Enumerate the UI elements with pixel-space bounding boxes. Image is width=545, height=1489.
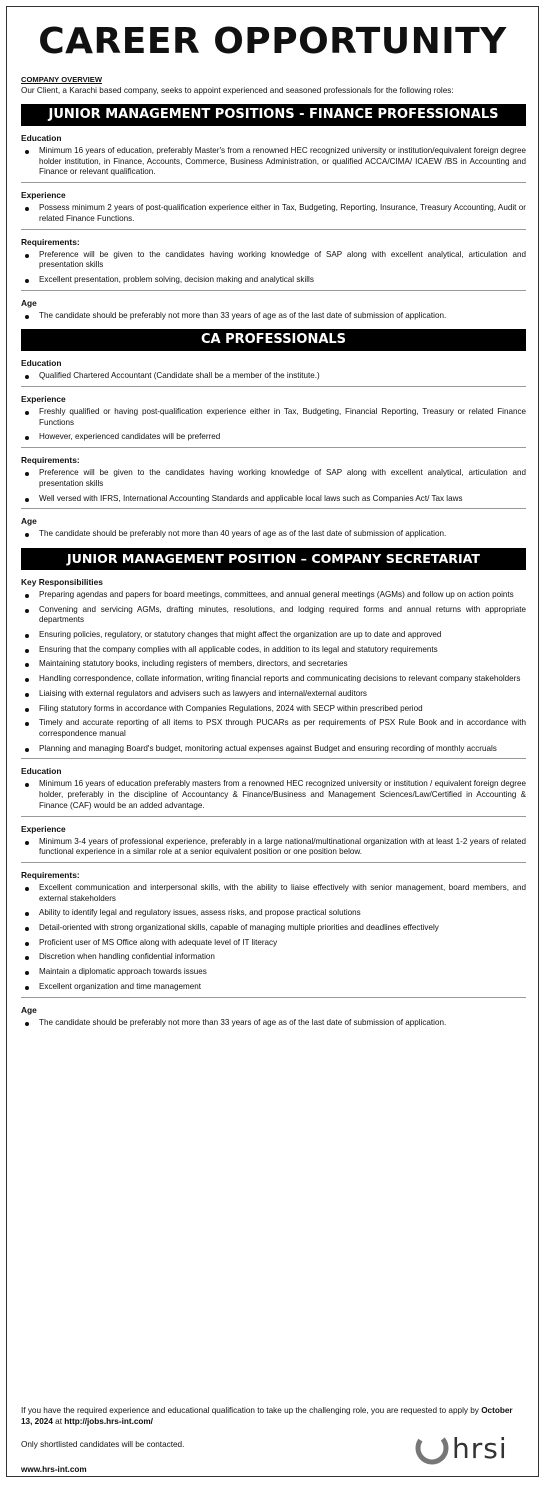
bullet-icon	[25, 594, 29, 598]
group-heading: Education	[21, 766, 62, 777]
list-item	[21, 645, 526, 656]
job-advertisement	[6, 6, 539, 1477]
bullet-icon	[25, 927, 29, 931]
list-item	[21, 1018, 526, 1029]
group-divider	[21, 182, 526, 183]
bullet-icon	[25, 986, 29, 990]
group-heading: Requirements:	[21, 236, 80, 247]
bullet-list	[21, 837, 526, 858]
list-item-text: Minimum 16 years of education preferably masters from a renowned HEC recognized university or institution / equivalent foreign degree holder, preferably in the discipline of Accountancy & Finance/Business and Management Sciences/Law/Certified in Accounting & Finance (CAF) would be an added advantage.	[39, 779, 526, 810]
list-item	[21, 982, 526, 993]
bullet-icon	[25, 634, 29, 638]
bullet-icon	[25, 609, 29, 613]
bullet-icon	[25, 663, 29, 667]
bullet-icon	[25, 783, 29, 787]
bullet-icon	[25, 279, 29, 283]
list-item-text: Freshly qualified or having post-qualification experience either in Tax, Budgeting, Financial Reporting, Treasury or related Finance Functions	[39, 407, 526, 427]
list-item	[21, 311, 526, 322]
list-item-text: Handling correspondence, collate information, writing financial reports and communicating decisions to relevant company stakeholders	[39, 674, 521, 684]
group-heading: Age	[21, 516, 37, 527]
list-item	[21, 952, 526, 963]
bullet-icon	[25, 708, 29, 712]
bullet-icon	[25, 472, 29, 476]
bullet-list	[21, 779, 526, 811]
list-item	[21, 744, 526, 755]
list-item	[21, 967, 526, 978]
list-item-text: Minimum 3-4 years of professional experience, preferably in a large national/multinational organization with at least 1-2 years of related functional experience in a similar role at a senior equivalent position or one position below.	[39, 836, 526, 857]
list-item	[21, 494, 526, 505]
bullet-list	[21, 203, 526, 224]
list-item	[21, 908, 526, 919]
group-divider	[21, 386, 526, 387]
sections-container	[21, 104, 526, 1028]
apply-deadline: October 13, 2024	[21, 1406, 513, 1426]
group-heading: Requirements:	[21, 455, 80, 466]
bullet-icon	[25, 533, 29, 537]
group-divider	[21, 816, 526, 817]
list-item-text: Preference will be given to the candidates having working knowledge of SAP along with excellent analytical, articulation and presentation skills	[39, 468, 526, 488]
list-item	[21, 590, 526, 601]
list-item	[21, 203, 526, 224]
group-heading: Key Responsibilities	[21, 576, 103, 587]
group-heading: Experience	[21, 190, 66, 201]
bullet-icon	[25, 971, 29, 975]
bullet-icon	[25, 748, 29, 752]
list-item-text: Maintaining statutory books, including registers of members, directors, and secretaries	[39, 659, 348, 669]
list-item-text: Detail-oriented with strong organizational skills, capable of managing multiple priorities and deadlines effectively	[39, 923, 439, 933]
list-item	[21, 605, 526, 626]
list-item	[21, 779, 526, 811]
list-item-text: Excellent presentation, problem solving, decision making and analytical skills	[39, 274, 314, 284]
bullet-icon	[25, 956, 29, 960]
bullet-icon	[25, 315, 29, 319]
apply-at-text: at	[52, 1417, 65, 1426]
list-item	[21, 146, 526, 178]
group-divider	[21, 997, 526, 998]
logo-wordmark: hrsi	[452, 1432, 508, 1465]
list-item-text: Maintain a diplomatic approach towards issues	[39, 967, 207, 977]
bullet-icon	[25, 678, 29, 682]
list-item-text: Qualified Chartered Accountant (Candidate shall be a member of the institute.)	[39, 371, 320, 381]
bullet-icon	[25, 498, 29, 502]
list-item	[21, 468, 526, 489]
group-heading: Experience	[21, 394, 66, 405]
list-item-text: Proficient user of MS Office along with adequate level of IT literacy	[39, 937, 278, 947]
list-item-text: The candidate should be preferably not more than 33 years of age as of the last date of submission of application.	[39, 1017, 447, 1027]
list-item	[21, 923, 526, 934]
bullet-icon	[25, 887, 29, 891]
bullet-icon	[25, 841, 29, 845]
apply-text: If you have the required experience and educational qualification to take up the challenging role, you are requested to apply by	[21, 1406, 482, 1415]
section-banner: CA PROFESSIONALS	[21, 329, 526, 351]
bullet-icon	[25, 649, 29, 653]
group-heading: Education	[21, 358, 62, 369]
bullet-list	[21, 883, 526, 993]
overview-text: Our Client, a Karachi based company, seeks to appoint experienced and seasoned professionals for the following roles:	[21, 86, 454, 95]
group-heading: Age	[21, 297, 37, 308]
list-item	[21, 883, 526, 904]
list-item-text: The candidate should be preferably not more than 40 years of age as of the last date of submission of application.	[39, 529, 447, 539]
list-item	[21, 674, 526, 685]
bullet-icon	[25, 436, 29, 440]
group-divider	[21, 508, 526, 509]
group-divider	[21, 862, 526, 863]
list-item-text: Ensuring that the company complies with all applicable codes, in addition to its legal and statutory requirements	[39, 644, 438, 654]
list-item	[21, 407, 526, 428]
list-item	[21, 250, 526, 271]
apply-instructions	[21, 1405, 526, 1427]
list-item-text: Preference will be given to the candidates having working knowledge of SAP along with excellent analytical, articulation and presentation skills	[39, 249, 526, 270]
bullet-icon	[25, 150, 29, 154]
logo-ring-icon	[414, 1430, 454, 1466]
list-item	[21, 529, 526, 540]
list-item-text: Minimum 16 years of education, preferably Master's from a renowned HEC recognized university or institution/equivalent foreign degree holder institution, in Finance, Accounts, Commerce, Business Administration, or qualified ACCA/CIMA/ ICAEW /BS in Accounting and Finance or relevant qualification.	[39, 146, 526, 177]
bullet-list	[21, 250, 526, 286]
bullet-list	[21, 529, 526, 540]
bullet-icon	[25, 942, 29, 946]
list-item-text: Well versed with IFRS, International Accounting Standards and applicable local laws such as Companies Act/ Tax laws	[39, 493, 463, 503]
bullet-list	[21, 311, 526, 322]
bullet-list	[21, 468, 526, 504]
list-item	[21, 938, 526, 949]
overview-heading: COMPANY OVERVIEW	[21, 75, 103, 84]
bullet-icon	[25, 207, 29, 211]
group-divider	[21, 290, 526, 291]
list-item-text: Convening and servicing AGMs, drafting minutes, resolutions, and lodging required forms and annual returns with appropriate departments	[39, 604, 526, 625]
list-item	[21, 718, 526, 739]
bullet-list	[21, 1018, 526, 1029]
bullet-list	[21, 146, 526, 178]
list-item-text: Discretion when handling confidential information	[39, 952, 215, 962]
bullet-list	[21, 407, 526, 443]
bullet-icon	[25, 254, 29, 258]
list-item-text: Preparing agendas and papers for board meetings, committees, and annual general meetings (AGMs) and follow up on action points	[39, 589, 514, 599]
group-divider	[21, 229, 526, 230]
list-item-text: Ensuring policies, regulatory, or statutory changes that might affect the organization are up to date and approved	[39, 630, 442, 640]
list-item	[21, 689, 526, 700]
shortlist-note: Only shortlisted candidates will be contacted.	[21, 1440, 185, 1449]
list-item	[21, 432, 526, 443]
list-item	[21, 371, 526, 382]
bullet-list	[21, 590, 526, 754]
list-item-text: Possess minimum 2 years of post-qualification experience either in Tax, Budgeting, Reporting, Insurance, Treasury Accounting, Audit or related Finance Functions.	[39, 203, 526, 223]
group-heading: Experience	[21, 823, 66, 834]
list-item-text: Filing statutory forms in accordance with Companies Regulations, 2024 with SECP within prescribed period	[39, 703, 423, 713]
list-item-text: Excellent organization and time management	[39, 981, 201, 991]
list-item	[21, 704, 526, 715]
list-item-text: Planning and managing Board's budget, monitoring actual expenses against Budget and ensuring recording of monthly accruals	[39, 743, 497, 753]
bullet-icon	[25, 375, 29, 379]
bullet-icon	[25, 693, 29, 697]
website-link[interactable]: www.hrs-int.com	[21, 1465, 87, 1474]
page-title: CAREER OPPORTUNITY	[38, 21, 507, 62]
group-divider	[21, 758, 526, 759]
section-banner: JUNIOR MANAGEMENT POSITIONS - FINANCE PROFESSIONALS	[21, 104, 526, 126]
list-item-text: The candidate should be preferably not more than 33 years of age as of the last date of submission of application.	[39, 310, 447, 320]
bullet-icon	[25, 722, 29, 726]
list-item-text: Liaising with external regulators and advisers such as lawyers and internal/external auditors	[39, 688, 367, 698]
bullet-list	[21, 371, 526, 382]
group-heading: Education	[21, 133, 62, 143]
group-heading: Age	[21, 1004, 37, 1015]
list-item	[21, 275, 526, 286]
list-item	[21, 659, 526, 670]
bullet-icon	[25, 1022, 29, 1026]
bullet-icon	[25, 912, 29, 916]
list-item-text: Excellent communication and interpersonal skills, with the ability to liaise effectively with senior management, board members, and external stakeholders	[39, 882, 526, 903]
list-item-text: Ability to identify legal and regulatory issues, assess risks, and propose practical solutions	[39, 908, 361, 918]
hrsi-logo	[414, 1430, 526, 1466]
list-item-text: However, experienced candidates will be preferred	[39, 432, 221, 442]
bullet-icon	[25, 411, 29, 415]
list-item	[21, 837, 526, 858]
list-item	[21, 630, 526, 641]
group-heading: Requirements:	[21, 869, 80, 880]
section-banner: JUNIOR MANAGEMENT POSITION – COMPANY SECRETARIAT	[21, 548, 526, 570]
ad-content	[21, 75, 526, 1032]
group-divider	[21, 447, 526, 448]
apply-url-link[interactable]: http://jobs.hrs-int.com/	[64, 1417, 153, 1426]
list-item-text: Timely and accurate reporting of all items to PSX through PUCARs as per requirements of PSX Rule Book and in accordance with correspondence manual	[39, 718, 526, 738]
